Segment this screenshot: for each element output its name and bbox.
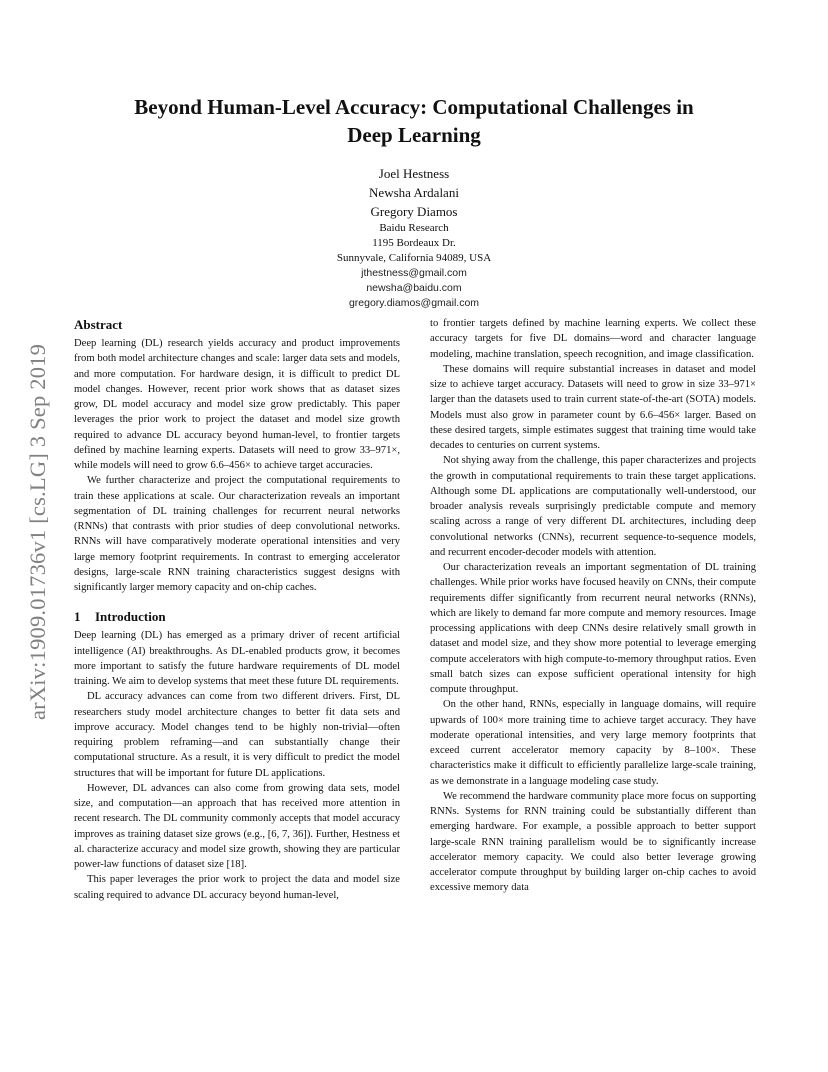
- abstract-paragraph: We further characterize and project the computational requirements to train these applications at scale. Our characterization reveals an important segmentation of DL training challenges for recurrent neural networks (RNNs) that contrasts with prior studies of deep convolutional networks. RNNs will have comparatively moderate operational intensities and very large memory footprint requirements. In contrast to emerging accelerator designs, large-scale RNN training characteristics suggest designs with significantly larger memory capacity and on-chip caches.: [74, 475, 400, 593]
- author-email[interactable]: newsha@baidu.com: [366, 282, 462, 294]
- author-name: Newsha Ardalani: [369, 185, 459, 200]
- abstract-heading: Abstract: [74, 317, 123, 332]
- section-title: Introduction: [95, 609, 166, 625]
- body-paragraph: However, DL advances can also come from growing data sets, model size, and computation—an approach that has received more attention in recent research. The DL community commonly accepts that model accuracy improves as training dataset size grows (e.g., [6, 7, 36]). Further, Hestness et al. characterize accuracy and model size growth, showing they are particular power-law functions of dataset size [18].: [74, 782, 400, 870]
- author-name: Gregory Diamos: [370, 204, 458, 219]
- body-paragraph: These domains will require substantial increases in dataset and model size to achieve target accuracy. Datasets will need to grow in size 33–971× larger than the datasets used to train current state-of-the-art (SOTA) models. Models must also grow in parameter count by 6.6–456× larger. Based on these desired targets, simple estimates suggest that training time would take decades to centuries on current systems.: [430, 363, 756, 451]
- affiliation-line: Sunnyvale, California 94089, USA: [336, 252, 492, 264]
- author-email[interactable]: jthestness@gmail.com: [361, 267, 467, 279]
- right-column: [430, 316, 756, 896]
- left-column: [74, 316, 400, 903]
- arxiv-id-text: arXiv:1909.01736v1 [cs.LG] 3 Sep 2019: [25, 343, 50, 721]
- title-line-2: Deep Learning: [347, 123, 481, 147]
- paper-title: [60, 93, 768, 149]
- author-block: [214, 164, 614, 311]
- section-number: 1: [74, 609, 81, 625]
- body-paragraph: Not shying away from the challenge, this paper characterizes and projects the growth in computational requirements to train these target applications. Although some DL applications are computationally well-understood, our broader analysis reveals surprisingly predictable compute and memory scaling across a range of very different DL architectures, including deep convolutional networks (CNNs), recurrent sequence-to-sequence models, and recurrent encoder-decoder models with attention.: [430, 455, 756, 558]
- author-name: Joel Hestness: [378, 166, 450, 181]
- affiliation-line: Baidu Research: [379, 222, 449, 234]
- body-paragraph: This paper leverages the prior work to project the data and model size scaling required to advance DL accuracy beyond human-level,: [74, 874, 400, 901]
- body-paragraph: to frontier targets defined by machine learning experts. We collect these accuracy targets for five DL domains—word and character language modeling, machine translation, speech recognition, and image classification.: [430, 318, 756, 360]
- author-email[interactable]: gregory.diamos@gmail.com: [348, 297, 480, 309]
- affiliation-line: 1195 Bordeaux Dr.: [372, 237, 456, 249]
- body-paragraph: Deep learning (DL) has emerged as a primary driver of recent artificial intelligence (AI) breakthroughs. As DL-enabled products grow, it becomes more important to satisfy the future hardware requirements of DL model training. We aim to develop systems that meet these future DL requirements.: [74, 630, 400, 687]
- abstract-paragraph: Deep learning (DL) research yields accuracy and product improvements from both model architecture changes and scale: larger data sets and models, and more computation. For hardware design, it is difficult to predict DL model changes. However, recent prior work shows that as dataset sizes grow, DL model accuracy and model size grow predictably. This paper leverages the prior work to project the dataset and model size growth required to advance DL accuracy beyond human-level, to frontier targets defined by machine learning experts. Datasets will need to grow 33–971×, while models will need to grow 6.6–456× to achieve target accuracies.: [74, 338, 400, 471]
- body-paragraph: DL accuracy advances can come from two different drivers. First, DL researchers study model architecture changes to better fit data sets and improve accuracy. Model changes tend to be highly non-trivial—often requiring problem reframing—and can substantially change their computational structure. As a result, it is very difficult to predict the model structures that will be important for future DL applications.: [74, 691, 400, 779]
- body-paragraph: On the other hand, RNNs, especially in language domains, will require upwards of 100× more training time to achieve target accuracy. They have moderate operational intensities, and very large memory footprints that exceed current accelerator memory capacity by 8–100×. These characteristics make it difficult to efficiently parallelize large-scale training, as we demonstrate in a language modeling case study.: [430, 699, 756, 787]
- title-line-1: Beyond Human-Level Accuracy: Computational Challenges in: [134, 95, 694, 119]
- body-paragraph: We recommend the hardware community place more focus on supporting RNNs. Systems for RNN training could be substantially different than emerging hardware. For example, a possible approach to better support large-scale RNN training parallelism would be to significantly increase accelerator memory capacity. We could also better leverage growing accelerator compute throughput by building larger on-chip caches to avoid excessive memory data: [430, 790, 756, 894]
- body-paragraph: Our characterization reveals an important segmentation of DL training challenges. While prior works have focused heavily on CNNs, their compute requirements differ significantly from recurrent neural networks (RNNs), which are likely to demand far more compute and memory resources. Image processing applications with deep CNNs desire relatively small growth in dataset and model size, and they show more potential to leverage emerging compute accelerators with high compute-to-memory throughput ratios. Even small batch sizes can expose sufficient operational intensity for high compute throughput.: [430, 562, 756, 695]
- section-heading-introduction: [74, 608, 400, 625]
